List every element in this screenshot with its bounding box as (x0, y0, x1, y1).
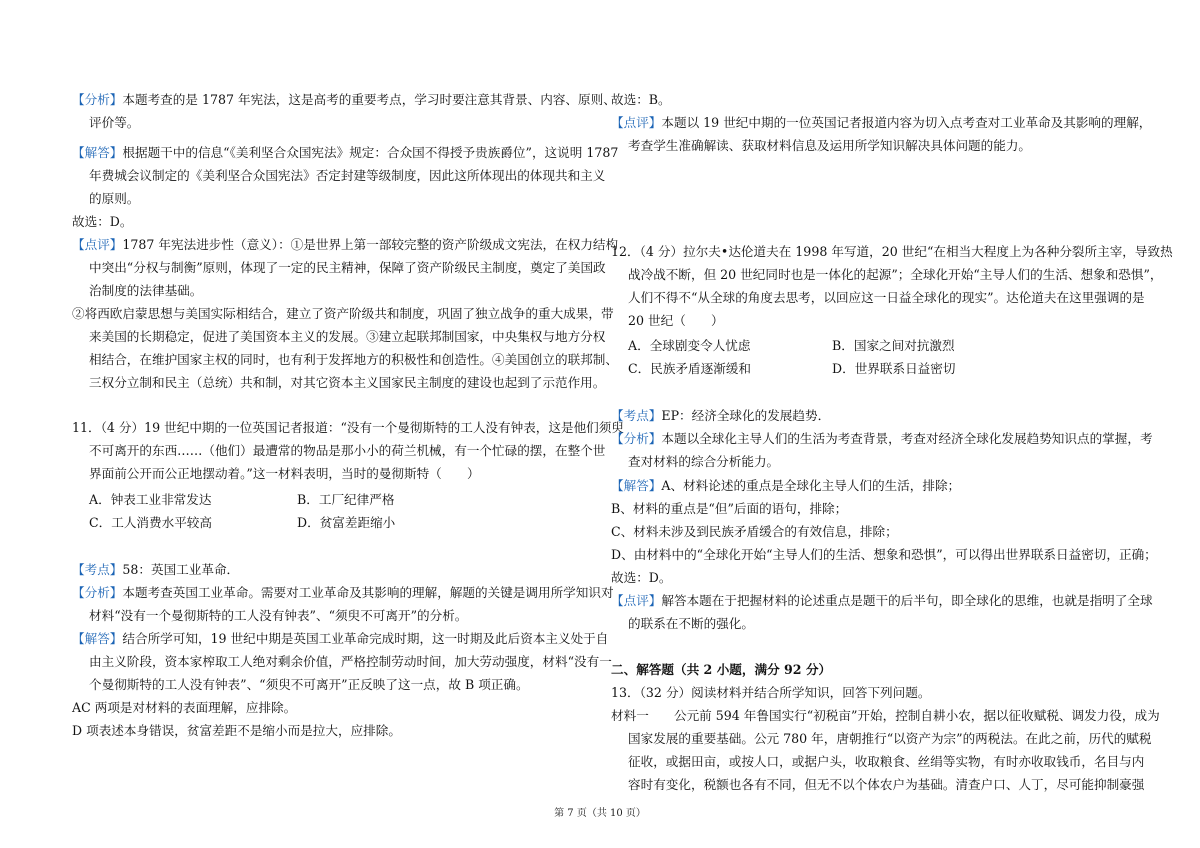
left-line (72, 237, 618, 253)
line-text: 故选：D。 (611, 570, 672, 585)
line-text: 治制度的法律基础。 (89, 283, 203, 298)
right-line (628, 267, 1163, 283)
line-text: 三权分立制和民主（总统）共和制，对其它资本主义国家民主制度的建设也起到了示范作用。 (89, 375, 606, 390)
line-text: 结合所学可知，19 世纪中期是英国工业革命完成时期，这一时期及此后资本主义处于自 (122, 631, 609, 646)
left-line (72, 723, 401, 739)
line-text: 故选：D。 (72, 214, 133, 229)
q11-option: D．贫富差距缩小 (297, 515, 396, 530)
line-text: C、材料未涉及到民族矛盾缓合的有效信息，排除； (611, 524, 898, 539)
left-line (72, 631, 608, 647)
left-line (89, 329, 605, 345)
line-text: 年费城会议制定的《美利坚合众国宪法》否定封建等级制度，因此这所体现出的体现共和主义 (89, 168, 606, 183)
right-line (611, 244, 1173, 260)
left-line (89, 466, 480, 482)
right-line (628, 361, 751, 377)
right-line (611, 501, 847, 517)
line-text: A．钟表工业非常发达 (89, 492, 212, 507)
left-line (72, 585, 614, 601)
section-tag: 【分析】 (72, 92, 123, 107)
right-line (628, 338, 750, 354)
left-line (89, 375, 605, 391)
left-line (89, 168, 605, 184)
left-line (89, 191, 139, 207)
right-line (628, 290, 1145, 306)
line-text: 不可离开的东西……（他们）最遭常的物品是那小小的荷兰机械，有一个忙碌的摆，在整个世 (89, 443, 606, 458)
line-text: EP：经济全球化的发展趋势． (661, 408, 831, 423)
line-text: 的原则。 (89, 191, 140, 206)
section-tag: 【解答】 (611, 478, 662, 493)
left-line (72, 420, 624, 436)
left-line (89, 515, 212, 531)
left-line (72, 306, 614, 322)
line-text: D、由材料中的“全球化开始“主导人们的生活、想象和恐惧”，可以得出世界联系日益密切，正确； (611, 547, 1157, 562)
section-tag: 【点评】 (611, 115, 662, 130)
line-text: D 项表述本身错误，贫富差距不是缩小而是拉大，应排除。 (72, 723, 401, 738)
right-line (628, 138, 1031, 154)
line-text: 本题考查英国工业革命。需要对工业革命及其影响的理解，解题的关键是调用所学知识对 (122, 585, 614, 600)
right-line (628, 777, 1144, 793)
line-text: 容时有变化，税额也各有不同，但无不以个体农户为基础。清查户口、人丁，尽可能抑制豪强 (628, 777, 1145, 792)
left-line (89, 677, 529, 693)
line-text: C．工人消费水平较高 (89, 515, 212, 530)
line-text: 材料“没有一个曼彻斯特的工人没有钟表”、“须臾不可离开”的分析。 (89, 608, 468, 623)
left-line (72, 92, 616, 108)
page-number: 第 7 页（共 10 页） (554, 808, 646, 819)
left-line (72, 700, 296, 716)
line-text: A．全球剧变令人忧虑 (628, 338, 751, 353)
right-line (611, 431, 1153, 447)
line-text: 界面前公开而公正地摆动着。”这一材料表明，当时的曼彻斯特（ ） (89, 466, 480, 481)
left-line (89, 443, 605, 459)
section-tag: 【点评】 (72, 237, 123, 252)
right-line (611, 593, 1153, 609)
line-text: 本题以全球化主导人们的生活为考查背景，考查对经济全球化发展趋势知识点的掌握，考 (661, 431, 1153, 446)
line-text: 解答本题在于把握材料的论述重点是题干的后半句，即全球化的思维，也就是指明了全球 (661, 593, 1153, 608)
right-line (611, 478, 960, 494)
right-line (628, 731, 1151, 747)
line-text: 12．（4 分）拉尔夫•达伦道夫在 1998 年写道，20 世纪“在相当大程度上为各种分裂所主宰，导致热 (611, 244, 1173, 259)
left-line (89, 260, 606, 276)
line-text: 本题考查的是 1787 年宪法，这是高考的重要考点，学习时要注意其背景、内容、原则、 (122, 92, 616, 107)
line-text: 材料一 公元前 594 年鲁国实行“初税亩”开始，控制自耕小农，据以征收赋税、调发力役，成为 (611, 708, 1160, 723)
section-tag: 【考点】 (72, 562, 123, 577)
left-line (89, 115, 139, 131)
right-line (611, 570, 671, 586)
right-line (628, 313, 724, 329)
line-text: 由主义阶段，资本家榨取工人绝对剩余价值，严格控制劳动时间，加大劳动强度，材料“没有一 (89, 654, 612, 669)
line-text: 征收，或据田亩，或按人口，或据户头，收取粮食、丝绢等实物，有时亦收取钱币，名目与内 (628, 754, 1145, 769)
line-text: 中突出“分权与制衡”原则，体现了一定的民主精神，保障了资产阶级民主制度，奠定了美国政 (89, 260, 606, 275)
section-tag: 【考点】 (611, 408, 662, 423)
q12-option: B．国家之间对抗激烈 (832, 338, 955, 353)
line-text: A、材料论述的重点是全球化主导人们的生活，排除； (661, 478, 961, 493)
line-text: 二、解答题（共 2 小题，满分 92 分） (611, 662, 832, 677)
section-tag: 【分析】 (611, 431, 662, 446)
line-text: 国家发展的重要基础。公元 780 年，唐朝推行“以资产为宗”的两税法。在此之前，历代的赋税 (628, 731, 1152, 746)
line-text: AC 两项是对材料的表面理解，应排除。 (72, 700, 297, 715)
line-text: 58：英国工业革命． (122, 562, 240, 577)
section-tag: 【解答】 (72, 631, 123, 646)
line-text: 来美国的长期稳定，促进了美国资本主义的发展。③建立起联邦制国家，中央集权与地方分权 (89, 329, 606, 344)
line-text: B、材料的重点是“但”后面的语句，排除； (611, 501, 848, 516)
right-line (611, 685, 930, 701)
line-text: 的联系在不断的强化。 (628, 616, 754, 631)
line-text: 13．（32 分）阅读材料并结合所学知识，回答下列问题。 (611, 685, 931, 700)
right-line (611, 92, 671, 108)
left-line (89, 352, 618, 368)
right-line (611, 708, 1160, 724)
right-line (611, 524, 898, 540)
line-text: 故选：B。 (611, 92, 671, 107)
q12-option: D．世界联系日益密切 (832, 361, 956, 376)
right-line (611, 408, 830, 424)
line-text: 根据题干中的信息“《美利坚合众国宪法》规定：合众国不得授予贵族爵位”，这说明 1787 (122, 145, 619, 160)
left-line (89, 654, 612, 670)
line-text: ②将西欧启蒙思想与美国实际相结合，建立了资产阶级共和制度，巩固了独立战争的重大成果，带 (72, 306, 614, 321)
right-line (611, 662, 831, 678)
line-text: 考查学生准确解读、获取材料信息及运用所学知识解决具体问题的能力。 (628, 138, 1031, 153)
left-line (72, 562, 239, 578)
right-line (628, 754, 1144, 770)
line-text: 1787 年宪法进步性（意义）：①是世界上第一部较完整的资产阶级成文宪法，在权力结构 (122, 237, 619, 252)
line-text: 战冷战不断，但 20 世纪同时也是一体化的起源”；全球化开始“主导人们的生活、想象和恐惧”， (628, 267, 1163, 282)
left-line (89, 492, 211, 508)
right-line (611, 547, 1157, 563)
right-line (611, 115, 1151, 131)
line-text: 查对材料的综合分析能力。 (628, 454, 780, 469)
section-tag: 【点评】 (611, 593, 662, 608)
line-text: 评价等。 (89, 115, 140, 130)
line-text: 本题以 19 世纪中期的一位英国记者报道内容为切入点考查对工业革命及其影响的理解， (661, 115, 1152, 130)
line-text: 人们不得不“从全球的角度去思考，以回应这一日益全球化的现实”。达伦道夫在这里强调的是 (628, 290, 1145, 305)
line-text: C．民族矛盾逐渐缓和 (628, 361, 751, 376)
section-tag: 【解答】 (72, 145, 123, 160)
line-text: 相结合，在维护国家主权的同时，也有利于发挥地方的积极性和创造性。④美国创立的联邦制、 (89, 352, 618, 367)
line-text: 11．（4 分）19 世纪中期的一位英国记者报道：“没有一个曼彻斯特的工人没有钟表，这是他们须臾 (72, 420, 624, 435)
line-text: 个曼彻斯特的工人没有钟表”、“须臾不可离开”正反映了这一点，故 B 项正确。 (89, 677, 529, 692)
q11-option: B．工厂纪律严格 (297, 492, 395, 507)
line-text: 20 世纪（ ） (628, 313, 724, 328)
right-line (628, 454, 779, 470)
left-line (72, 214, 132, 230)
left-line (89, 283, 202, 299)
right-line (628, 616, 754, 632)
section-tag: 【分析】 (72, 585, 123, 600)
left-line (72, 145, 618, 161)
left-line (89, 608, 467, 624)
